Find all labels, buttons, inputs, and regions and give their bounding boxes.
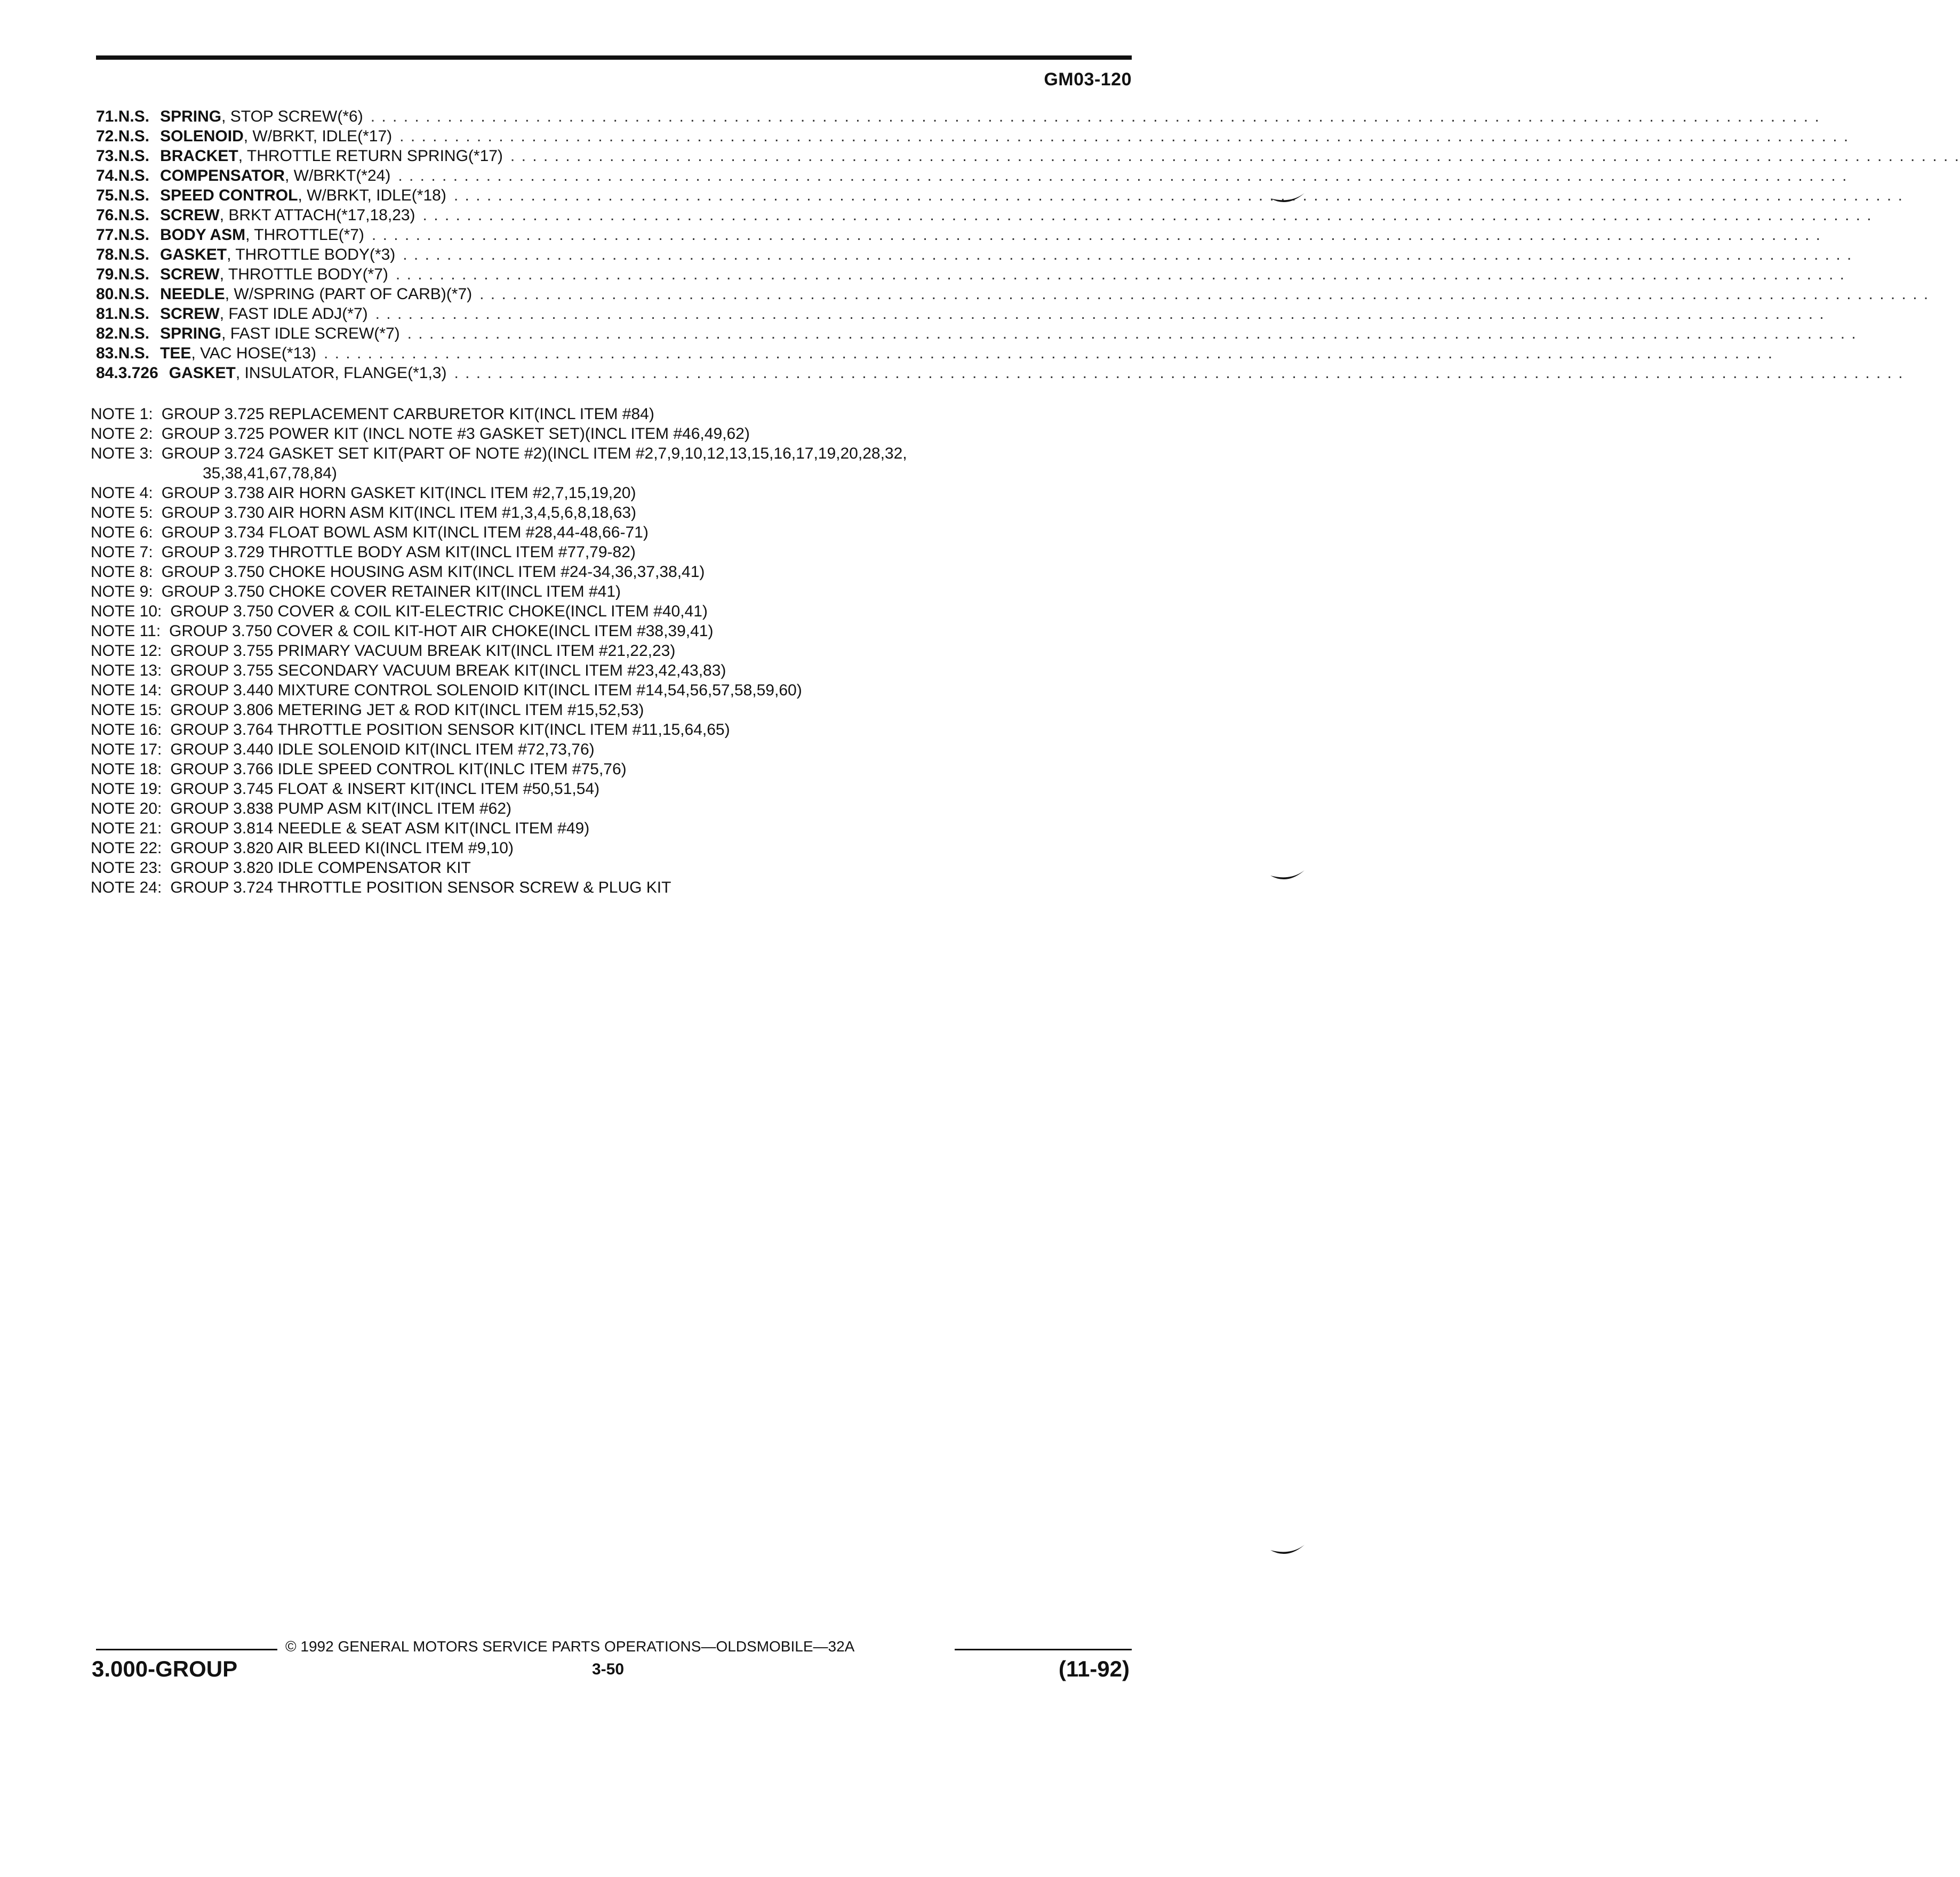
note-row bbox=[91, 425, 1157, 445]
part-detail: , FAST IDLE SCREW(*7) bbox=[221, 325, 400, 342]
part-row bbox=[96, 266, 1846, 285]
note-label: NOTE 9: bbox=[91, 583, 153, 600]
part-description bbox=[160, 187, 446, 205]
note-label: NOTE 12: bbox=[91, 642, 162, 660]
part-number: 82. bbox=[96, 325, 118, 342]
part-description bbox=[160, 246, 395, 264]
dot-leader: . . . . . . . . . . . . . . . . . . . . . . . . . . . . . . . . . . . . . . . . . . . . . . . . . . . . . . . . . . . . . . . . . . . . . . . . . . . . . . . . . . . . . . . . . . . . . . . . . . . . . . . . . . . . . . . . . . . . . . . . . . . . . . . . . . . . bbox=[510, 147, 1960, 165]
note-label: NOTE 19: bbox=[91, 780, 162, 798]
doc-code: GM03-120 bbox=[1044, 69, 1132, 90]
binder-mark bbox=[1269, 192, 1306, 208]
part-detail: , THROTTLE RETURN SPRING(*17) bbox=[238, 147, 503, 165]
part-description bbox=[160, 167, 390, 185]
part-name: SPEED CONTROL bbox=[160, 187, 298, 204]
part-row bbox=[96, 325, 1857, 344]
part-group: N.S. bbox=[118, 147, 150, 165]
note-text: GROUP 3.734 FLOAT BOWL ASM KIT(INCL ITEM #28,44-48,66-71) bbox=[161, 524, 649, 541]
part-description bbox=[160, 266, 388, 284]
part-group: N.S. bbox=[118, 108, 150, 125]
note-text: GROUP 3.750 CHOKE HOUSING ASM KIT(INCL ITEM #24-34,36,37,38,41) bbox=[161, 563, 705, 581]
note-text: GROUP 3.764 THROTTLE POSITION SENSOR KIT(INCL ITEM #11,15,64,65) bbox=[170, 721, 730, 739]
note-label: NOTE 1: bbox=[91, 405, 153, 423]
part-detail: , W/BRKT, IDLE(*18) bbox=[298, 187, 446, 204]
part-number: 75. bbox=[96, 187, 118, 204]
note-label: NOTE 16: bbox=[91, 721, 162, 739]
dot-leader: . . . . . . . . . . . . . . . . . . . . . . . . . . . . . . . . . . . . . . . . . . . . . . . . . . . . . . . . . . . . . . . . . . . . . . . . . . . . . . . . . . . . . . . . . . . . . . . . . . . . . . . . . . . . . . . . . . . . . . . . . . . . . . . . . . . . bbox=[403, 246, 1853, 263]
dot-leader: . . . . . . . . . . . . . . . . . . . . . . . . . . . . . . . . . . . . . . . . . . . . . . . . . . . . . . . . . . . . . . . . . . . . . . . . . . . . . . . . . . . . . . . . . . . . . . . . . . . . . . . . . . . . . . . . . . . . . . . . . . . . . . . . . . . . bbox=[371, 226, 1822, 244]
binder-mark bbox=[1269, 1544, 1306, 1560]
part-name: COMPENSATOR bbox=[160, 167, 285, 185]
note-row bbox=[91, 543, 1157, 563]
part-detail: , THROTTLE BODY(*7) bbox=[219, 266, 388, 283]
note-text: GROUP 3.730 AIR HORN ASM KIT(INCL ITEM #1,3,4,5,6,8,18,63) bbox=[161, 504, 637, 522]
page-number: 3-50 bbox=[592, 1661, 625, 1678]
note-text: GROUP 3.806 METERING JET & ROD KIT(INCL ITEM #15,52,53) bbox=[170, 701, 644, 719]
part-name: BRACKET bbox=[160, 147, 238, 165]
note-text: GROUP 3.820 AIR BLEED KI(INCL ITEM #9,10) bbox=[170, 839, 514, 857]
part-group: N.S. bbox=[118, 325, 150, 342]
part-row bbox=[96, 246, 1853, 266]
top-rule bbox=[96, 55, 1132, 60]
footer-rule bbox=[955, 1649, 1132, 1650]
note-text: GROUP 3.750 COVER & COIL KIT-ELECTRIC CHOKE(INCL ITEM #40,41) bbox=[170, 603, 708, 620]
part-detail: , W/SPRING (PART OF CARB)(*7) bbox=[225, 285, 473, 303]
part-row bbox=[96, 344, 1774, 364]
part-description bbox=[160, 285, 472, 303]
part-description bbox=[160, 344, 316, 363]
note-row bbox=[91, 701, 1157, 721]
dot-leader: . . . . . . . . . . . . . . . . . . . . . . . . . . . . . . . . . . . . . . . . . . . . . . . . . . . . . . . . . . . . . . . . . . . . . . . . . . . . . . . . . . . . . . . . . . . . . . . . . . . . . . . . . . . . . . . . . . . . . . . . . . . . . . . . . . . . bbox=[422, 206, 1873, 224]
part-group: N.S. bbox=[118, 226, 150, 244]
part-detail: , STOP SCREW(*6) bbox=[221, 108, 363, 125]
dot-leader: . . . . . . . . . . . . . . . . . . . . . . . . . . . . . . . . . . . . . . . . . . . . . . . . . . . . . . . . . . . . . . . . . . . . . . . . . . . . . . . . . . . . . . . . . . . . . . . . . . . . . . . . . . . . . . . . . . . . . . . . . . . . . . . . . . . . bbox=[479, 285, 1930, 303]
note-label: NOTE 3: bbox=[91, 445, 153, 462]
note-label: NOTE 24: bbox=[91, 879, 162, 896]
note-text: 35,38,41,67,78,84) bbox=[203, 464, 337, 482]
dot-leader: . . . . . . . . . . . . . . . . . . . . . . . . . . . . . . . . . . . . . . . . . . . . . . . . . . . . . . . . . . . . . . . . . . . . . . . . . . . . . . . . . . . . . . . . . . . . . . . . . . . . . . . . . . . . . . . . . . . . . . . . . . . . . . . . . . . . bbox=[453, 187, 1903, 204]
part-description bbox=[160, 325, 400, 343]
part-detail: , W/BRKT, IDLE(*17) bbox=[243, 127, 393, 145]
part-group: N.S. bbox=[118, 344, 150, 362]
part-detail: , THROTTLE BODY(*3) bbox=[227, 246, 396, 263]
dot-leader: . . . . . . . . . . . . . . . . . . . . . . . . . . . . . . . . . . . . . . . . . . . . . . . . . . . . . . . . . . . . . . . . . . . . . . . . . . . . . . . . . . . . . . . . . . . . . . . . . . . . . . . . . . . . . . . . . . . . . . . . . . . . . . . . . . . . bbox=[323, 344, 1774, 362]
note-label: NOTE 2: bbox=[91, 425, 153, 443]
footer-rule bbox=[96, 1649, 277, 1650]
note-row bbox=[91, 760, 1157, 780]
note-row bbox=[91, 445, 1157, 464]
note-row bbox=[91, 464, 1157, 484]
note-row bbox=[91, 622, 1157, 642]
note-row bbox=[91, 583, 1157, 603]
note-row bbox=[91, 642, 1157, 662]
note-row bbox=[91, 721, 1157, 741]
part-number: 81. bbox=[96, 305, 118, 323]
dot-leader: . . . . . . . . . . . . . . . . . . . . . . . . . . . . . . . . . . . . . . . . . . . . . . . . . . . . . . . . . . . . . . . . . . . . . . . . . . . . . . . . . . . . . . . . . . . . . . . . . . . . . . . . . . . . . . . . . . . . . . . . . . . . . . . . . . . . bbox=[454, 364, 1904, 382]
note-text: GROUP 3.725 REPLACEMENT CARBURETOR KIT(INCL ITEM #84) bbox=[161, 405, 654, 423]
dot-leader: . . . . . . . . . . . . . . . . . . . . . . . . . . . . . . . . . . . . . . . . . . . . . . . . . . . . . . . . . . . . . . . . . . . . . . . . . . . . . . . . . . . . . . . . . . . . . . . . . . . . . . . . . . . . . . . . . . . . . . . . . . . . . . . . . . . . bbox=[407, 325, 1857, 342]
note-text: GROUP 3.440 IDLE SOLENOID KIT(INCL ITEM #72,73,76) bbox=[170, 741, 595, 758]
note-row bbox=[91, 839, 1157, 859]
part-group: N.S. bbox=[118, 127, 150, 145]
dot-leader: . . . . . . . . . . . . . . . . . . . . . . . . . . . . . . . . . . . . . . . . . . . . . . . . . . . . . . . . . . . . . . . . . . . . . . . . . . . . . . . . . . . . . . . . . . . . . . . . . . . . . . . . . . . . . . . . . . . . . . . . . . . . . . . . . . . . bbox=[375, 305, 1825, 323]
part-group: 3.726 bbox=[118, 364, 158, 382]
note-label: NOTE 5: bbox=[91, 504, 153, 522]
note-text: GROUP 3.814 NEEDLE & SEAT ASM KIT(INCL ITEM #49) bbox=[170, 820, 590, 837]
note-row bbox=[91, 879, 1157, 899]
part-row bbox=[96, 187, 1903, 206]
note-row bbox=[91, 484, 1157, 504]
part-name: NEEDLE bbox=[160, 285, 225, 303]
note-row bbox=[91, 780, 1157, 800]
part-group: N.S. bbox=[118, 305, 150, 323]
binder-mark bbox=[1269, 869, 1306, 885]
note-row bbox=[91, 662, 1157, 681]
part-number: 71. bbox=[96, 108, 118, 125]
note-label: NOTE 13: bbox=[91, 662, 162, 679]
part-name: SCREW bbox=[160, 206, 220, 224]
part-number: 83. bbox=[96, 344, 118, 362]
dot-leader: . . . . . . . . . . . . . . . . . . . . . . . . . . . . . . . . . . . . . . . . . . . . . . . . . . . . . . . . . . . . . . . . . . . . . . . . . . . . . . . . . . . . . . . . . . . . . . . . . . . . . . . . . . . . . . . . . . . . . . . . . . . . . . . . . . . . bbox=[395, 266, 1846, 283]
note-text: GROUP 3.838 PUMP ASM KIT(INCL ITEM #62) bbox=[170, 800, 512, 817]
note-text: GROUP 3.724 GASKET SET KIT(PART OF NOTE #2)(INCL ITEM #2,7,9,10,12,13,15,16,17,19,20,28,32, bbox=[161, 445, 907, 462]
part-detail: , THROTTLE(*7) bbox=[245, 226, 364, 244]
note-label: NOTE 6: bbox=[91, 524, 153, 541]
notes-list bbox=[91, 405, 1157, 899]
note-label: NOTE 21: bbox=[91, 820, 162, 837]
part-number: 84. bbox=[96, 364, 118, 382]
part-detail: , BRKT ATTACH(*17,18,23) bbox=[219, 206, 415, 224]
part-description bbox=[169, 364, 447, 382]
note-label: NOTE 14: bbox=[91, 681, 162, 699]
note-text: GROUP 3.745 FLOAT & INSERT KIT(INCL ITEM #50,51,54) bbox=[170, 780, 600, 798]
note-label: NOTE 8: bbox=[91, 563, 153, 581]
part-group: N.S. bbox=[118, 266, 150, 283]
note-text: GROUP 3.738 AIR HORN GASKET KIT(INCL ITEM #2,7,15,19,20) bbox=[161, 484, 636, 502]
group-label: 3.000-GROUP bbox=[92, 1656, 238, 1681]
part-group: N.S. bbox=[118, 167, 150, 185]
note-label: NOTE 20: bbox=[91, 800, 162, 817]
part-row bbox=[96, 147, 1960, 167]
part-name: SPRING bbox=[160, 108, 222, 125]
part-row bbox=[96, 364, 1904, 384]
note-label: NOTE 10: bbox=[91, 603, 162, 620]
part-detail: , FAST IDLE ADJ(*7) bbox=[219, 305, 368, 323]
note-text: GROUP 3.725 POWER KIT (INCL NOTE #3 GASKET SET)(INCL ITEM #46,49,62) bbox=[161, 425, 750, 443]
note-row bbox=[91, 741, 1157, 760]
part-name: SCREW bbox=[160, 266, 220, 283]
note-row bbox=[91, 681, 1157, 701]
part-group: N.S. bbox=[118, 187, 150, 204]
note-text: GROUP 3.750 CHOKE COVER RETAINER KIT(INCL ITEM #41) bbox=[161, 583, 621, 600]
note-row bbox=[91, 859, 1157, 879]
dot-leader: . . . . . . . . . . . . . . . . . . . . . . . . . . . . . . . . . . . . . . . . . . . . . . . . . . . . . . . . . . . . . . . . . . . . . . . . . . . . . . . . . . . . . . . . . . . . . . . . . . . . . . . . . . . . . . . . . . . . . . . . . . . . . . . . . . . . bbox=[398, 167, 1848, 185]
part-row bbox=[96, 305, 1825, 325]
note-text: GROUP 3.729 THROTTLE BODY ASM KIT(INCL ITEM #77,79-82) bbox=[161, 543, 636, 561]
part-group: N.S. bbox=[118, 285, 150, 303]
note-label: NOTE 18: bbox=[91, 760, 162, 778]
part-description bbox=[160, 108, 363, 126]
parts-list bbox=[96, 108, 1960, 384]
note-row bbox=[91, 563, 1157, 583]
note-label: NOTE 23: bbox=[91, 859, 162, 877]
part-number: 78. bbox=[96, 246, 118, 263]
note-row bbox=[91, 603, 1157, 622]
part-row bbox=[96, 108, 1820, 127]
note-row bbox=[91, 820, 1157, 839]
part-number: 76. bbox=[96, 206, 118, 224]
part-group: N.S. bbox=[118, 206, 150, 224]
note-row bbox=[91, 405, 1157, 425]
part-group: N.S. bbox=[118, 246, 150, 263]
part-number: 79. bbox=[96, 266, 118, 283]
part-description bbox=[160, 226, 364, 244]
part-row bbox=[96, 167, 1848, 187]
note-row bbox=[91, 524, 1157, 543]
note-text: GROUP 3.755 PRIMARY VACUUM BREAK KIT(INCL ITEM #21,22,23) bbox=[170, 642, 676, 660]
note-text: GROUP 3.820 IDLE COMPENSATOR KIT bbox=[170, 859, 471, 877]
part-number: 77. bbox=[96, 226, 118, 244]
note-text: GROUP 3.750 COVER & COIL KIT-HOT AIR CHOKE(INCL ITEM #38,39,41) bbox=[169, 622, 714, 640]
part-row bbox=[96, 285, 1930, 305]
note-label: NOTE 4: bbox=[91, 484, 153, 502]
note-label: NOTE 15: bbox=[91, 701, 162, 719]
note-row bbox=[91, 800, 1157, 820]
part-description bbox=[160, 206, 415, 224]
part-row bbox=[96, 226, 1822, 246]
dot-leader: . . . . . . . . . . . . . . . . . . . . . . . . . . . . . . . . . . . . . . . . . . . . . . . . . . . . . . . . . . . . . . . . . . . . . . . . . . . . . . . . . . . . . . . . . . . . . . . . . . . . . . . . . . . . . . . . . . . . . . . . . . . . . . . . . . . . bbox=[370, 108, 1820, 125]
part-name: TEE bbox=[160, 344, 191, 362]
part-name: GASKET bbox=[169, 364, 236, 382]
part-number: 80. bbox=[96, 285, 118, 303]
part-name: SOLENOID bbox=[160, 127, 244, 145]
note-label: NOTE 22: bbox=[91, 839, 162, 857]
part-description bbox=[160, 127, 392, 146]
part-row bbox=[96, 127, 1850, 147]
part-name: SPRING bbox=[160, 325, 222, 342]
note-label: NOTE 7: bbox=[91, 543, 153, 561]
note-row bbox=[91, 504, 1157, 524]
part-detail: , INSULATOR, FLANGE(*1,3) bbox=[235, 364, 447, 382]
note-text: GROUP 3.766 IDLE SPEED CONTROL KIT(INLC ITEM #75,76) bbox=[170, 760, 627, 778]
part-number: 73. bbox=[96, 147, 118, 165]
part-row bbox=[96, 206, 1873, 226]
note-label: NOTE 17: bbox=[91, 741, 162, 758]
part-detail: , VAC HOSE(*13) bbox=[191, 344, 316, 362]
copyright: © 1992 GENERAL MOTORS SERVICE PARTS OPERATIONS—OLDSMOBILE—32A bbox=[285, 1638, 855, 1655]
part-number: 74. bbox=[96, 167, 118, 185]
part-name: SCREW bbox=[160, 305, 220, 323]
note-text: GROUP 3.724 THROTTLE POSITION SENSOR SCREW & PLUG KIT bbox=[170, 879, 671, 896]
part-description bbox=[160, 147, 503, 165]
note-text: GROUP 3.440 MIXTURE CONTROL SOLENOID KIT(INCL ITEM #14,54,56,57,58,59,60) bbox=[170, 681, 802, 699]
date-code: (11-92) bbox=[1058, 1656, 1130, 1681]
dot-leader: . . . . . . . . . . . . . . . . . . . . . . . . . . . . . . . . . . . . . . . . . . . . . . . . . . . . . . . . . . . . . . . . . . . . . . . . . . . . . . . . . . . . . . . . . . . . . . . . . . . . . . . . . . . . . . . . . . . . . . . . . . . . . . . . . . . . bbox=[399, 127, 1850, 145]
part-number: 72. bbox=[96, 127, 118, 145]
part-detail: , W/BRKT(*24) bbox=[284, 167, 391, 185]
part-name: BODY ASM bbox=[160, 226, 246, 244]
part-name: GASKET bbox=[160, 246, 227, 263]
note-text: GROUP 3.755 SECONDARY VACUUM BREAK KIT(INCL ITEM #23,42,43,83) bbox=[170, 662, 726, 679]
part-description bbox=[160, 305, 368, 323]
note-label: NOTE 11: bbox=[91, 622, 161, 640]
